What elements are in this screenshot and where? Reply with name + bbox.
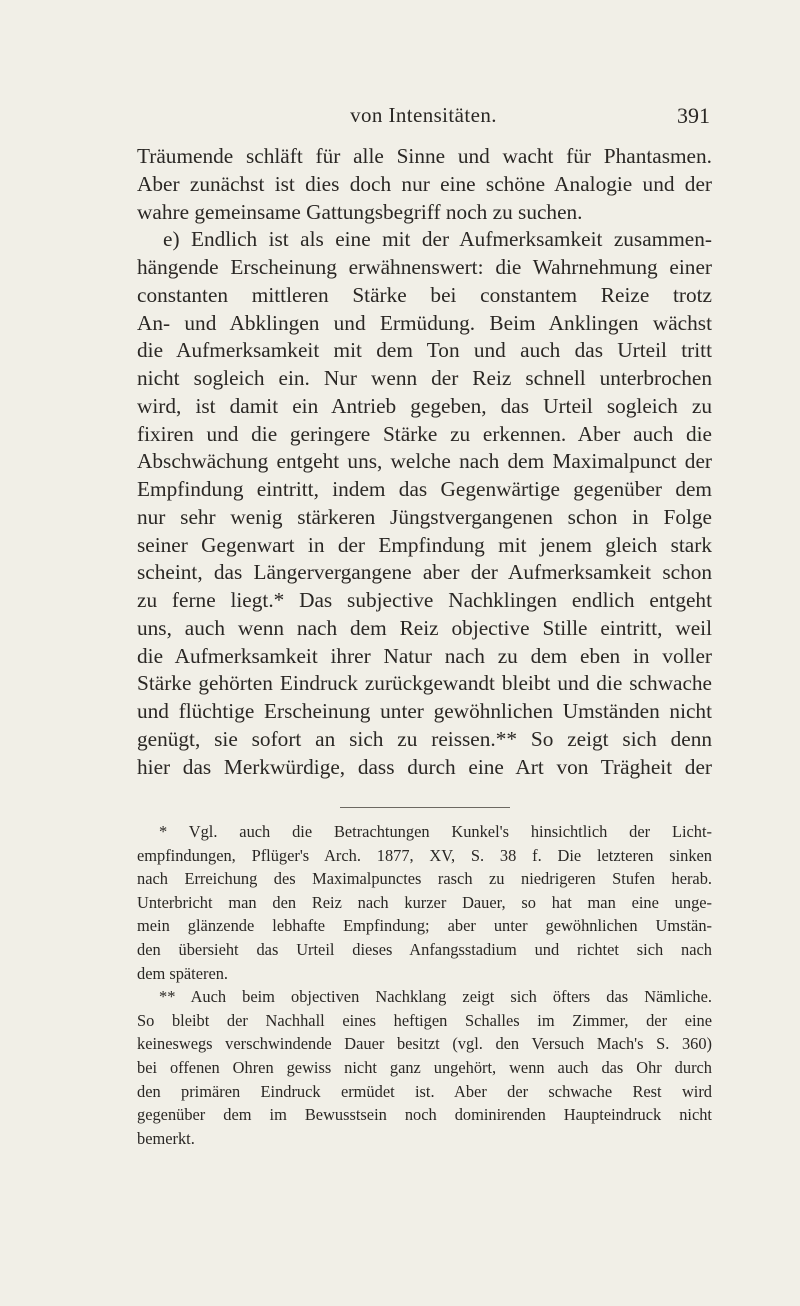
text-line: nicht sogleich ein. Nur wenn der Reiz schnell unterbrochen xyxy=(137,366,712,390)
text-line: Abschwächung entgeht uns, welche nach dem Maximalpunct der xyxy=(137,449,712,474)
main-text xyxy=(137,143,712,781)
text-line: nur sehr wenig stärkeren Jüngstvergangenen schon in Folge xyxy=(137,504,712,529)
footnote-line: nach Erreichung des Maximalpunctes rasch zu niedrigeren Stufen herab. xyxy=(137,869,712,889)
text-line: genügt, sie sofort an sich zu reissen.** So zeigt sich denn xyxy=(137,726,712,751)
page-header xyxy=(137,103,710,133)
text-line: constanten mittleren Stärke bei constantem Reize trotz xyxy=(137,282,712,307)
footnote-line: Unterbricht man den Reiz nach kurzer Dauer, so hat man eine unge- xyxy=(137,892,712,912)
footnote-line: bei offenen Ohren gewiss nicht ganz ungehört, wenn auch das Ohr durch xyxy=(137,1057,712,1077)
footnote-line: bemerkt. xyxy=(137,1128,195,1148)
text-line: die Aufmerksamkeit ihrer Natur nach zu dem eben in voller xyxy=(137,643,712,668)
footnote-line: keineswegs verschwindende Dauer besitzt (vgl. den Versuch Mach's S. 360) xyxy=(137,1034,712,1054)
text-line: seiner Gegenwart in der Empfindung mit jenem gleich stark xyxy=(137,532,712,557)
text-line: Träumende schläft für alle Sinne und wacht für Phantasmen. xyxy=(137,144,712,168)
footnotes xyxy=(137,820,712,1150)
text-line: scheint, das Längervergangene aber der Aufmerksamkeit schon xyxy=(137,560,712,585)
text-line: Aber zunächst ist dies doch nur eine schöne Analogie und der xyxy=(137,171,712,196)
footnote-line: gegenüber dem im Bewusstsein noch dominirenden Haupteindruck nicht xyxy=(137,1105,712,1125)
text-line: wird, ist damit ein Antrieb gegeben, das Urteil sogleich zu xyxy=(137,393,712,418)
text-line: fixiren und die geringere Stärke zu erkennen. Aber auch die xyxy=(137,421,712,446)
text-line: hier das Merkwürdige, dass durch eine Art von Trägheit der xyxy=(137,754,712,779)
footnote-line: * Vgl. auch die Betrachtungen Kunkel's hinsichtlich der Licht- xyxy=(159,822,712,841)
text-line: An- und Abklingen und Ermüdung. Beim Anklingen wächst xyxy=(137,310,712,335)
text-line: und flüchtige Erscheinung unter gewöhnlichen Umständen nicht xyxy=(137,699,712,723)
text-line: wahre gemeinsame Gattungsbegriff noch zu suchen. xyxy=(137,199,583,224)
footnote-line: dem späteren. xyxy=(137,963,229,983)
footnote-line: So bleibt der Nachhall eines heftigen Schalles im Zimmer, der eine xyxy=(137,1010,712,1030)
text-line: Stärke gehörten Eindruck zurückgewandt bleibt und die schwache xyxy=(137,671,712,696)
text-line: hängende Erscheinung erwähnenswert: die Wahrnehmung einer xyxy=(137,255,712,279)
text-line: die Aufmerksamkeit mit dem Ton und auch das Urteil tritt xyxy=(137,338,712,363)
footnote-line: den primären Eindruck ermüdet ist. Aber der schwache Rest wird xyxy=(137,1081,712,1101)
text-line: e) Endlich ist als eine mit der Aufmerksamkeit zusammen- xyxy=(163,227,712,252)
page-number: 391 xyxy=(677,103,710,128)
running-title: von Intensitäten. xyxy=(350,103,497,127)
footnote-line: den übersieht das Urteil dieses Anfangsstadium und richtet sich nach xyxy=(137,939,712,959)
footnote-divider xyxy=(340,807,510,808)
footnote-line: mein glänzende lebhafte Empfindung; aber unter gewöhnlichen Umstän- xyxy=(137,916,712,936)
text-line: Empfindung eintritt, indem das Gegenwärtige gegenüber dem xyxy=(137,477,712,501)
footnote-line: empfindungen, Pflüger's Arch. 1877, XV, S. 38 f. Die letzteren sinken xyxy=(137,845,712,865)
footnote-line: ** Auch beim objectiven Nachklang zeigt sich öfters das Nämliche. xyxy=(159,987,712,1007)
text-line: uns, auch wenn nach dem Reiz objective Stille eintritt, weil xyxy=(137,615,712,640)
text-line: zu ferne liegt.* Das subjective Nachklingen endlich entgeht xyxy=(137,588,712,612)
